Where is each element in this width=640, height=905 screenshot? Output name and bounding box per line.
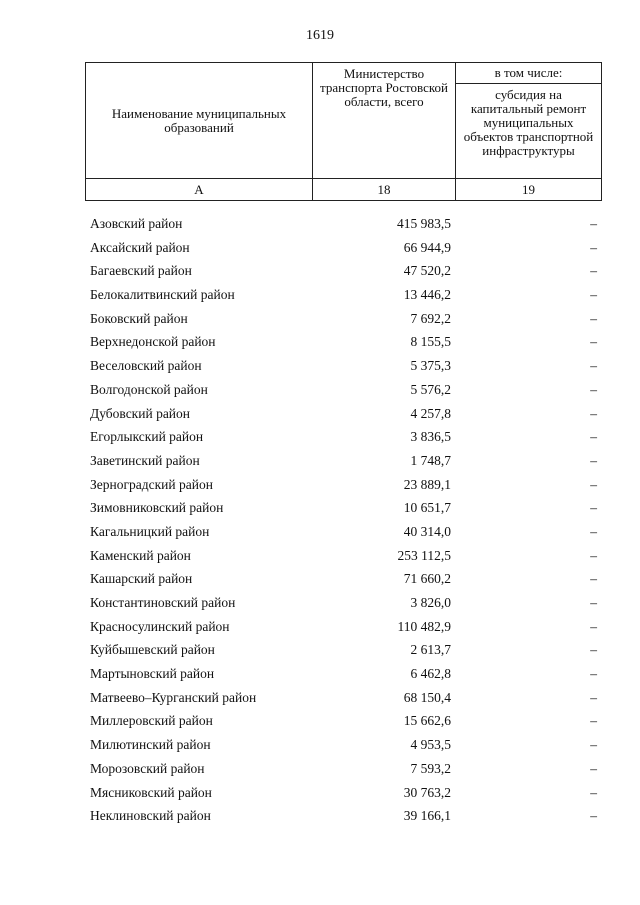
- subsidy-value: –: [590, 571, 597, 587]
- district-name: Волгодонской район: [90, 381, 208, 397]
- ministry-total-value: 110 482,9: [397, 618, 451, 634]
- subsidy-value: –: [590, 666, 597, 682]
- subsidy-value: –: [590, 618, 597, 634]
- district-name: Боковский район: [90, 310, 188, 326]
- ministry-total-value: 2 613,7: [410, 642, 451, 658]
- table-row: [85, 567, 601, 591]
- ministry-total-value: 8 155,5: [410, 334, 451, 350]
- subsidy-value: –: [590, 310, 597, 326]
- table-body: [85, 212, 601, 828]
- ministry-total-value: 5 576,2: [410, 381, 451, 397]
- table-header: [85, 62, 602, 201]
- district-name: Кагальницкий район: [90, 523, 210, 539]
- table-row: [85, 733, 601, 757]
- table-row: [85, 354, 601, 378]
- table-row: [85, 236, 601, 260]
- table-row: [85, 307, 601, 331]
- subsidy-value: –: [590, 381, 597, 397]
- subsidy-value: –: [590, 239, 597, 255]
- district-name: Зерноградский район: [90, 476, 213, 492]
- district-name: Неклиновский район: [90, 808, 211, 824]
- ministry-total-value: 3 826,0: [410, 595, 451, 610]
- district-name: Заветинский район: [90, 452, 200, 468]
- table-row: [85, 757, 601, 781]
- district-name: Матвеево–Курганский район: [90, 689, 257, 705]
- table-row: [85, 686, 601, 710]
- table-row: [85, 781, 601, 805]
- header-ministry-column: Министерство транспорта Ростовской области, всего: [313, 63, 456, 179]
- table-row: [85, 591, 601, 615]
- ministry-total-value: 30 763,2: [403, 784, 451, 800]
- ministry-total-value: 39 166,1: [403, 808, 451, 824]
- district-name: Мартыновский район: [90, 666, 215, 682]
- ministry-total-value: 66 944,9: [403, 239, 451, 255]
- district-name: Миллеровский район: [90, 713, 213, 729]
- ministry-total-value: 40 314,0: [403, 523, 451, 539]
- district-name: Егорлыкский район: [90, 429, 204, 445]
- table-row: [85, 330, 601, 354]
- ministry-total-value: 1 748,7: [410, 452, 451, 468]
- header-index-18: 18: [313, 179, 456, 201]
- table-row: [85, 662, 601, 686]
- district-name: Аксайский район: [90, 239, 190, 255]
- subsidy-value: –: [590, 595, 597, 610]
- table-row: [85, 638, 601, 662]
- subsidy-value: –: [590, 287, 597, 303]
- subsidy-value: –: [590, 500, 597, 516]
- subsidy-value: –: [590, 216, 597, 231]
- district-name: Зимовниковский район: [90, 500, 224, 516]
- ministry-total-value: 71 660,2: [403, 571, 451, 587]
- header-index-19: 19: [456, 179, 602, 201]
- table-row: [85, 283, 601, 307]
- ministry-total-value: 10 651,7: [403, 500, 451, 516]
- subsidy-value: –: [590, 689, 597, 705]
- table-row: [85, 496, 601, 520]
- ministry-total-value: 253 112,5: [397, 547, 451, 563]
- subsidy-value: –: [590, 429, 597, 445]
- ministry-total-value: 6 462,8: [410, 666, 451, 682]
- ministry-total-value: 13 446,2: [403, 287, 451, 303]
- district-name: Багаевский район: [90, 263, 192, 279]
- district-name: Белокалитвинский район: [90, 287, 235, 303]
- subsidy-value: –: [590, 452, 597, 468]
- subsidy-value: –: [590, 808, 597, 824]
- district-name: Красносулинский район: [90, 618, 230, 634]
- subsidy-value: –: [590, 405, 597, 421]
- district-name: Константиновский район: [90, 595, 236, 610]
- ministry-total-value: 23 889,1: [403, 476, 451, 492]
- ministry-total-value: 4 257,8: [410, 405, 451, 421]
- district-name: Милютинский район: [90, 737, 211, 753]
- header-subsidy-column: субсидия на капитальный ремонт муниципальных объектов транспортной инфраструктуры: [456, 84, 602, 179]
- subsidy-value: –: [590, 760, 597, 776]
- subsidy-value: –: [590, 334, 597, 350]
- ministry-total-value: 415 983,5: [397, 216, 451, 231]
- district-name: Морозовский район: [90, 760, 205, 776]
- header-index-a: А: [86, 179, 313, 201]
- district-name: Каменский район: [90, 547, 191, 563]
- subsidy-value: –: [590, 642, 597, 658]
- table-row: [85, 473, 601, 497]
- district-name: Верхнедонской район: [90, 334, 216, 350]
- subsidy-value: –: [590, 737, 597, 753]
- header-including: в том числе:: [456, 63, 602, 84]
- header-name-column: Наименование муниципальных образований: [86, 63, 313, 179]
- subsidy-value: –: [590, 358, 597, 374]
- subsidy-value: –: [590, 476, 597, 492]
- ministry-total-value: 15 662,6: [403, 713, 451, 729]
- table-row: [85, 615, 601, 639]
- table-row: [85, 804, 601, 828]
- district-name: Азовский район: [90, 216, 183, 231]
- page-number: 1619: [306, 28, 334, 43]
- subsidy-value: –: [590, 713, 597, 729]
- table-row: [85, 544, 601, 568]
- subsidy-value: –: [590, 547, 597, 563]
- ministry-total-value: 47 520,2: [403, 263, 451, 279]
- district-name: Мясниковский район: [90, 784, 212, 800]
- ministry-total-value: 7 692,2: [410, 310, 451, 326]
- table-row: [85, 212, 601, 236]
- subsidy-value: –: [590, 784, 597, 800]
- ministry-total-value: 5 375,3: [410, 358, 451, 374]
- district-name: Дубовский район: [90, 405, 191, 421]
- subsidy-value: –: [590, 523, 597, 539]
- ministry-total-value: 68 150,4: [403, 689, 451, 705]
- table-row: [85, 425, 601, 449]
- table-row: [85, 259, 601, 283]
- ministry-total-value: 4 953,5: [410, 737, 451, 753]
- table-row: [85, 520, 601, 544]
- table-row: [85, 709, 601, 733]
- ministry-total-value: 3 836,5: [410, 429, 451, 445]
- table-row: [85, 449, 601, 473]
- ministry-total-value: 7 593,2: [410, 760, 451, 776]
- table-row: [85, 402, 601, 426]
- district-name: Кашарский район: [90, 571, 193, 587]
- table-row: [85, 378, 601, 402]
- subsidy-value: –: [590, 263, 597, 279]
- district-name: Веселовский район: [90, 358, 202, 374]
- district-name: Куйбышевский район: [90, 642, 215, 658]
